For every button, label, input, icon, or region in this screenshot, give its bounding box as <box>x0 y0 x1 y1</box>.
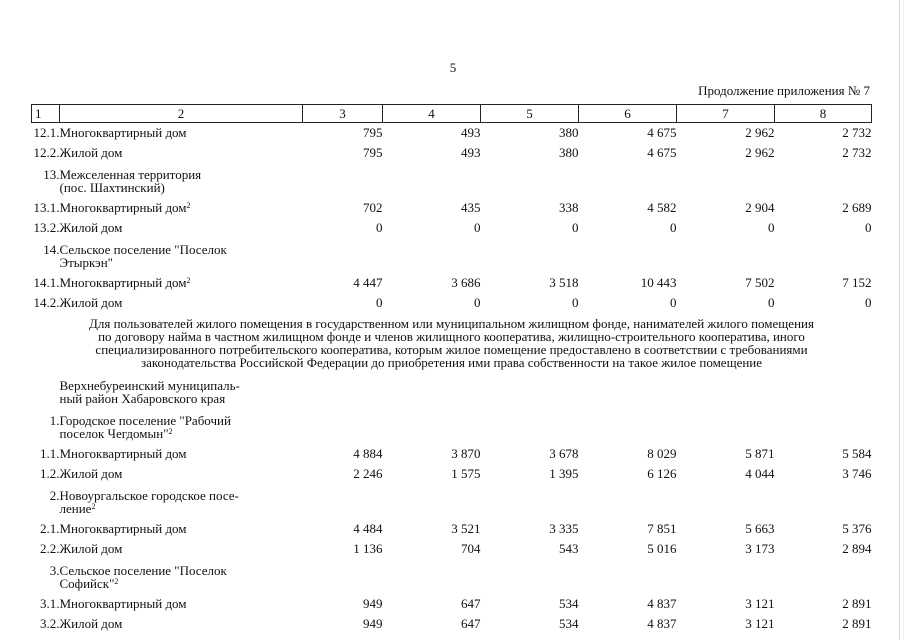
value-cell: 3 173 <box>745 541 775 556</box>
value-cell: 4 837 <box>647 616 677 631</box>
value-cell: 0 <box>474 220 481 235</box>
row-name-text: Многоквартирный дом <box>59 521 187 536</box>
value-cell: 6 126 <box>647 466 677 481</box>
row-number: 3.2. <box>40 616 60 631</box>
value-cell: 0 <box>572 220 579 235</box>
value-cell: 3 678 <box>549 446 579 461</box>
group-name-text: Этыркэн" <box>59 255 113 270</box>
group-name-line: Сельское поселение "Поселок <box>59 563 227 578</box>
row-number: 12.2. <box>33 145 60 160</box>
table-row <box>32 594 872 614</box>
table-row <box>32 163 872 198</box>
row-number: 14.1. <box>33 275 60 290</box>
value-cell: 702 <box>363 200 383 215</box>
row-number: 1.1. <box>40 446 60 461</box>
row-name-text: Многоквартирный дом <box>59 275 187 290</box>
value-cell: 3 335 <box>549 521 579 536</box>
value-cell: 5 016 <box>647 541 677 556</box>
row-number: 13.1. <box>33 200 60 215</box>
row-name <box>60 464 303 484</box>
group-name <box>60 409 872 444</box>
row-number: 14.2. <box>33 295 60 310</box>
footnote-mark: 2 <box>114 577 119 586</box>
group-name-line: Новоургальское городское посе- <box>59 488 239 503</box>
header-cell: 7 <box>677 105 775 123</box>
region-row <box>32 373 872 409</box>
table-row <box>32 143 872 163</box>
table-body-bottom <box>32 409 872 634</box>
value-cell: 2 732 <box>842 125 872 140</box>
group-name-line: Межселенная территория <box>59 167 202 182</box>
group-name <box>60 238 872 273</box>
value-cell: 5 376 <box>842 521 872 536</box>
row-number: 1.2. <box>40 466 60 481</box>
row-name-text: Многоквартирный дом <box>59 125 187 140</box>
row-name <box>60 614 303 634</box>
page-number: 5 <box>449 60 457 75</box>
paragraph-line: законодательства Российской Федерации до приобретения ими права собственности на такое жилое помещение <box>140 355 763 370</box>
row-number: 2.2. <box>40 541 60 556</box>
page-edge-line-light <box>903 0 904 640</box>
value-cell: 0 <box>572 295 579 310</box>
value-cell: 4 484 <box>353 521 383 536</box>
row-name <box>60 444 303 464</box>
group-number: 2. <box>49 488 60 503</box>
value-cell: 704 <box>461 541 481 556</box>
row-name-text: Жилой дом <box>59 145 123 160</box>
value-cell: 3 121 <box>745 596 775 611</box>
value-cell: 5 871 <box>745 446 775 461</box>
value-cell: 1 395 <box>549 466 579 481</box>
value-cell: 0 <box>670 295 677 310</box>
table-body-top <box>32 123 872 314</box>
value-cell: 0 <box>376 220 383 235</box>
paragraph-line: Для пользователей жилого помещения в государственном или муниципальном жилищном фонде, нанимателей жилого помещения <box>89 316 814 331</box>
value-cell: 7 152 <box>842 275 872 290</box>
table-row <box>32 409 872 444</box>
page-edge-line <box>899 0 900 640</box>
footnote-mark: 2 <box>186 276 191 285</box>
value-cell: 3 870 <box>451 446 481 461</box>
value-cell: 795 <box>363 125 383 140</box>
region-name <box>60 373 872 409</box>
group-name-line2 <box>60 181 872 194</box>
table-row <box>32 539 872 559</box>
appendix-continuation-label: Продолжение приложения № 7 <box>698 83 870 98</box>
row-name <box>60 123 303 144</box>
row-name <box>60 198 303 218</box>
value-cell: 0 <box>670 220 677 235</box>
paragraph-line: по договору найма в частном жилищном фонде и членов жилищного кооператива, жилищно-строительного кооператива, иного <box>98 329 805 344</box>
value-cell: 0 <box>474 295 481 310</box>
value-cell: 2 246 <box>353 466 383 481</box>
group-number: 14. <box>43 242 60 257</box>
group-number: 13. <box>43 167 60 182</box>
group-name <box>60 559 872 594</box>
value-cell: 3 521 <box>451 521 481 536</box>
section-paragraph-row <box>32 313 872 373</box>
group-name-line2 <box>60 256 872 269</box>
value-cell: 2 891 <box>842 616 872 631</box>
header-cell: 2 <box>60 105 303 123</box>
header-cell: 8 <box>775 105 872 123</box>
value-cell: 380 <box>559 145 579 160</box>
row-name <box>60 539 303 559</box>
row-name <box>60 143 303 163</box>
value-cell: 493 <box>461 125 481 140</box>
group-name-line2 <box>60 577 872 590</box>
row-name <box>60 293 303 313</box>
value-cell: 435 <box>461 200 481 215</box>
header-cell: 5 <box>481 105 579 123</box>
value-cell: 4 675 <box>647 145 677 160</box>
paragraph-line: специализированного потребительского кооператива, которым жилое помещение предоставлено в соответствии с требованиями <box>95 342 808 357</box>
footnote-mark: 2 <box>91 502 96 511</box>
value-cell: 338 <box>559 200 579 215</box>
group-name-line2 <box>60 502 872 515</box>
value-cell: 3 746 <box>842 466 872 481</box>
group-name-text: ление <box>59 501 92 516</box>
row-name-text: Жилой дом <box>59 616 123 631</box>
value-cell: 0 <box>376 295 383 310</box>
table-row <box>32 198 872 218</box>
row-number: 3.1. <box>40 596 60 611</box>
table-row <box>32 293 872 313</box>
row-name-text: Жилой дом <box>59 220 123 235</box>
section-paragraph <box>32 313 872 373</box>
row-name <box>60 519 303 539</box>
value-cell: 2 962 <box>745 125 775 140</box>
value-cell: 8 029 <box>647 446 677 461</box>
group-name-line: Сельское поселение "Поселок <box>59 242 227 257</box>
value-cell: 4 884 <box>353 446 383 461</box>
row-name <box>60 218 303 238</box>
value-cell: 2 732 <box>842 145 872 160</box>
group-number: 1. <box>49 413 60 428</box>
value-cell: 4 837 <box>647 596 677 611</box>
table-row <box>32 559 872 594</box>
value-cell: 0 <box>865 295 872 310</box>
row-name-text: Жилой дом <box>59 295 123 310</box>
value-cell: 5 584 <box>842 446 872 461</box>
value-cell: 3 518 <box>549 275 579 290</box>
group-name-text: поселок Чегдомын" <box>59 426 169 441</box>
row-name-text: Жилой дом <box>59 466 123 481</box>
table-row <box>32 519 872 539</box>
value-cell: 4 044 <box>745 466 775 481</box>
value-cell: 10 443 <box>640 275 677 290</box>
row-name <box>60 594 303 614</box>
group-name-text: Софийск" <box>59 576 115 591</box>
header-cell: 1 <box>32 105 60 123</box>
value-cell: 2 689 <box>842 200 872 215</box>
value-cell: 4 582 <box>647 200 677 215</box>
group-name-text: (пос. Шахтинский) <box>59 180 165 195</box>
value-cell: 4 675 <box>647 125 677 140</box>
group-name <box>60 484 872 519</box>
row-number: 13.2. <box>33 220 60 235</box>
value-cell: 0 <box>865 220 872 235</box>
value-cell: 647 <box>461 596 481 611</box>
table-row <box>32 273 872 293</box>
row-name-text: Жилой дом <box>59 541 123 556</box>
table-row <box>32 218 872 238</box>
value-cell: 2 904 <box>745 200 775 215</box>
value-cell: 795 <box>363 145 383 160</box>
region-line: Верхнебуреинский муниципаль- <box>59 378 240 393</box>
value-cell: 2 891 <box>842 596 872 611</box>
row-name-text: Многоквартирный дом <box>59 446 187 461</box>
value-cell: 2 962 <box>745 145 775 160</box>
region-line: ный район Хабаровского края <box>59 391 226 406</box>
value-cell: 380 <box>559 125 579 140</box>
value-cell: 1 575 <box>451 466 481 481</box>
value-cell: 534 <box>559 616 579 631</box>
row-number: 12.1. <box>33 125 60 140</box>
footnote-mark: 2 <box>168 427 173 436</box>
value-cell: 949 <box>363 596 383 611</box>
table-row <box>32 464 872 484</box>
value-cell: 647 <box>461 616 481 631</box>
value-cell: 543 <box>559 541 579 556</box>
header-cell: 6 <box>579 105 677 123</box>
value-cell: 534 <box>559 596 579 611</box>
table-row <box>32 484 872 519</box>
header-cell: 4 <box>383 105 481 123</box>
value-cell: 7 502 <box>745 275 775 290</box>
value-cell: 1 136 <box>353 541 383 556</box>
header-cell: 3 <box>303 105 383 123</box>
row-name <box>60 273 303 293</box>
tariff-table <box>31 104 872 634</box>
value-cell: 7 851 <box>647 521 677 536</box>
value-cell: 4 447 <box>353 275 383 290</box>
value-cell: 949 <box>363 616 383 631</box>
table-row <box>32 444 872 464</box>
value-cell: 3 686 <box>451 275 481 290</box>
footnote-mark: 2 <box>186 201 191 210</box>
table-row <box>32 238 872 273</box>
table-row <box>32 123 872 144</box>
row-number: 2.1. <box>40 521 60 536</box>
group-name-line2 <box>60 427 872 440</box>
value-cell: 2 894 <box>842 541 872 556</box>
section-note <box>32 313 872 409</box>
group-name-line: Городское поселение "Рабочий <box>59 413 231 428</box>
group-name <box>60 163 872 198</box>
row-name-text: Многоквартирный дом <box>59 200 187 215</box>
value-cell: 0 <box>768 295 775 310</box>
value-cell: 493 <box>461 145 481 160</box>
value-cell: 5 663 <box>745 521 775 536</box>
group-number: 3. <box>49 563 60 578</box>
value-cell: 0 <box>768 220 775 235</box>
table-row <box>32 614 872 634</box>
row-name-text: Многоквартирный дом <box>59 596 187 611</box>
column-number-header <box>32 105 872 123</box>
value-cell: 3 121 <box>745 616 775 631</box>
